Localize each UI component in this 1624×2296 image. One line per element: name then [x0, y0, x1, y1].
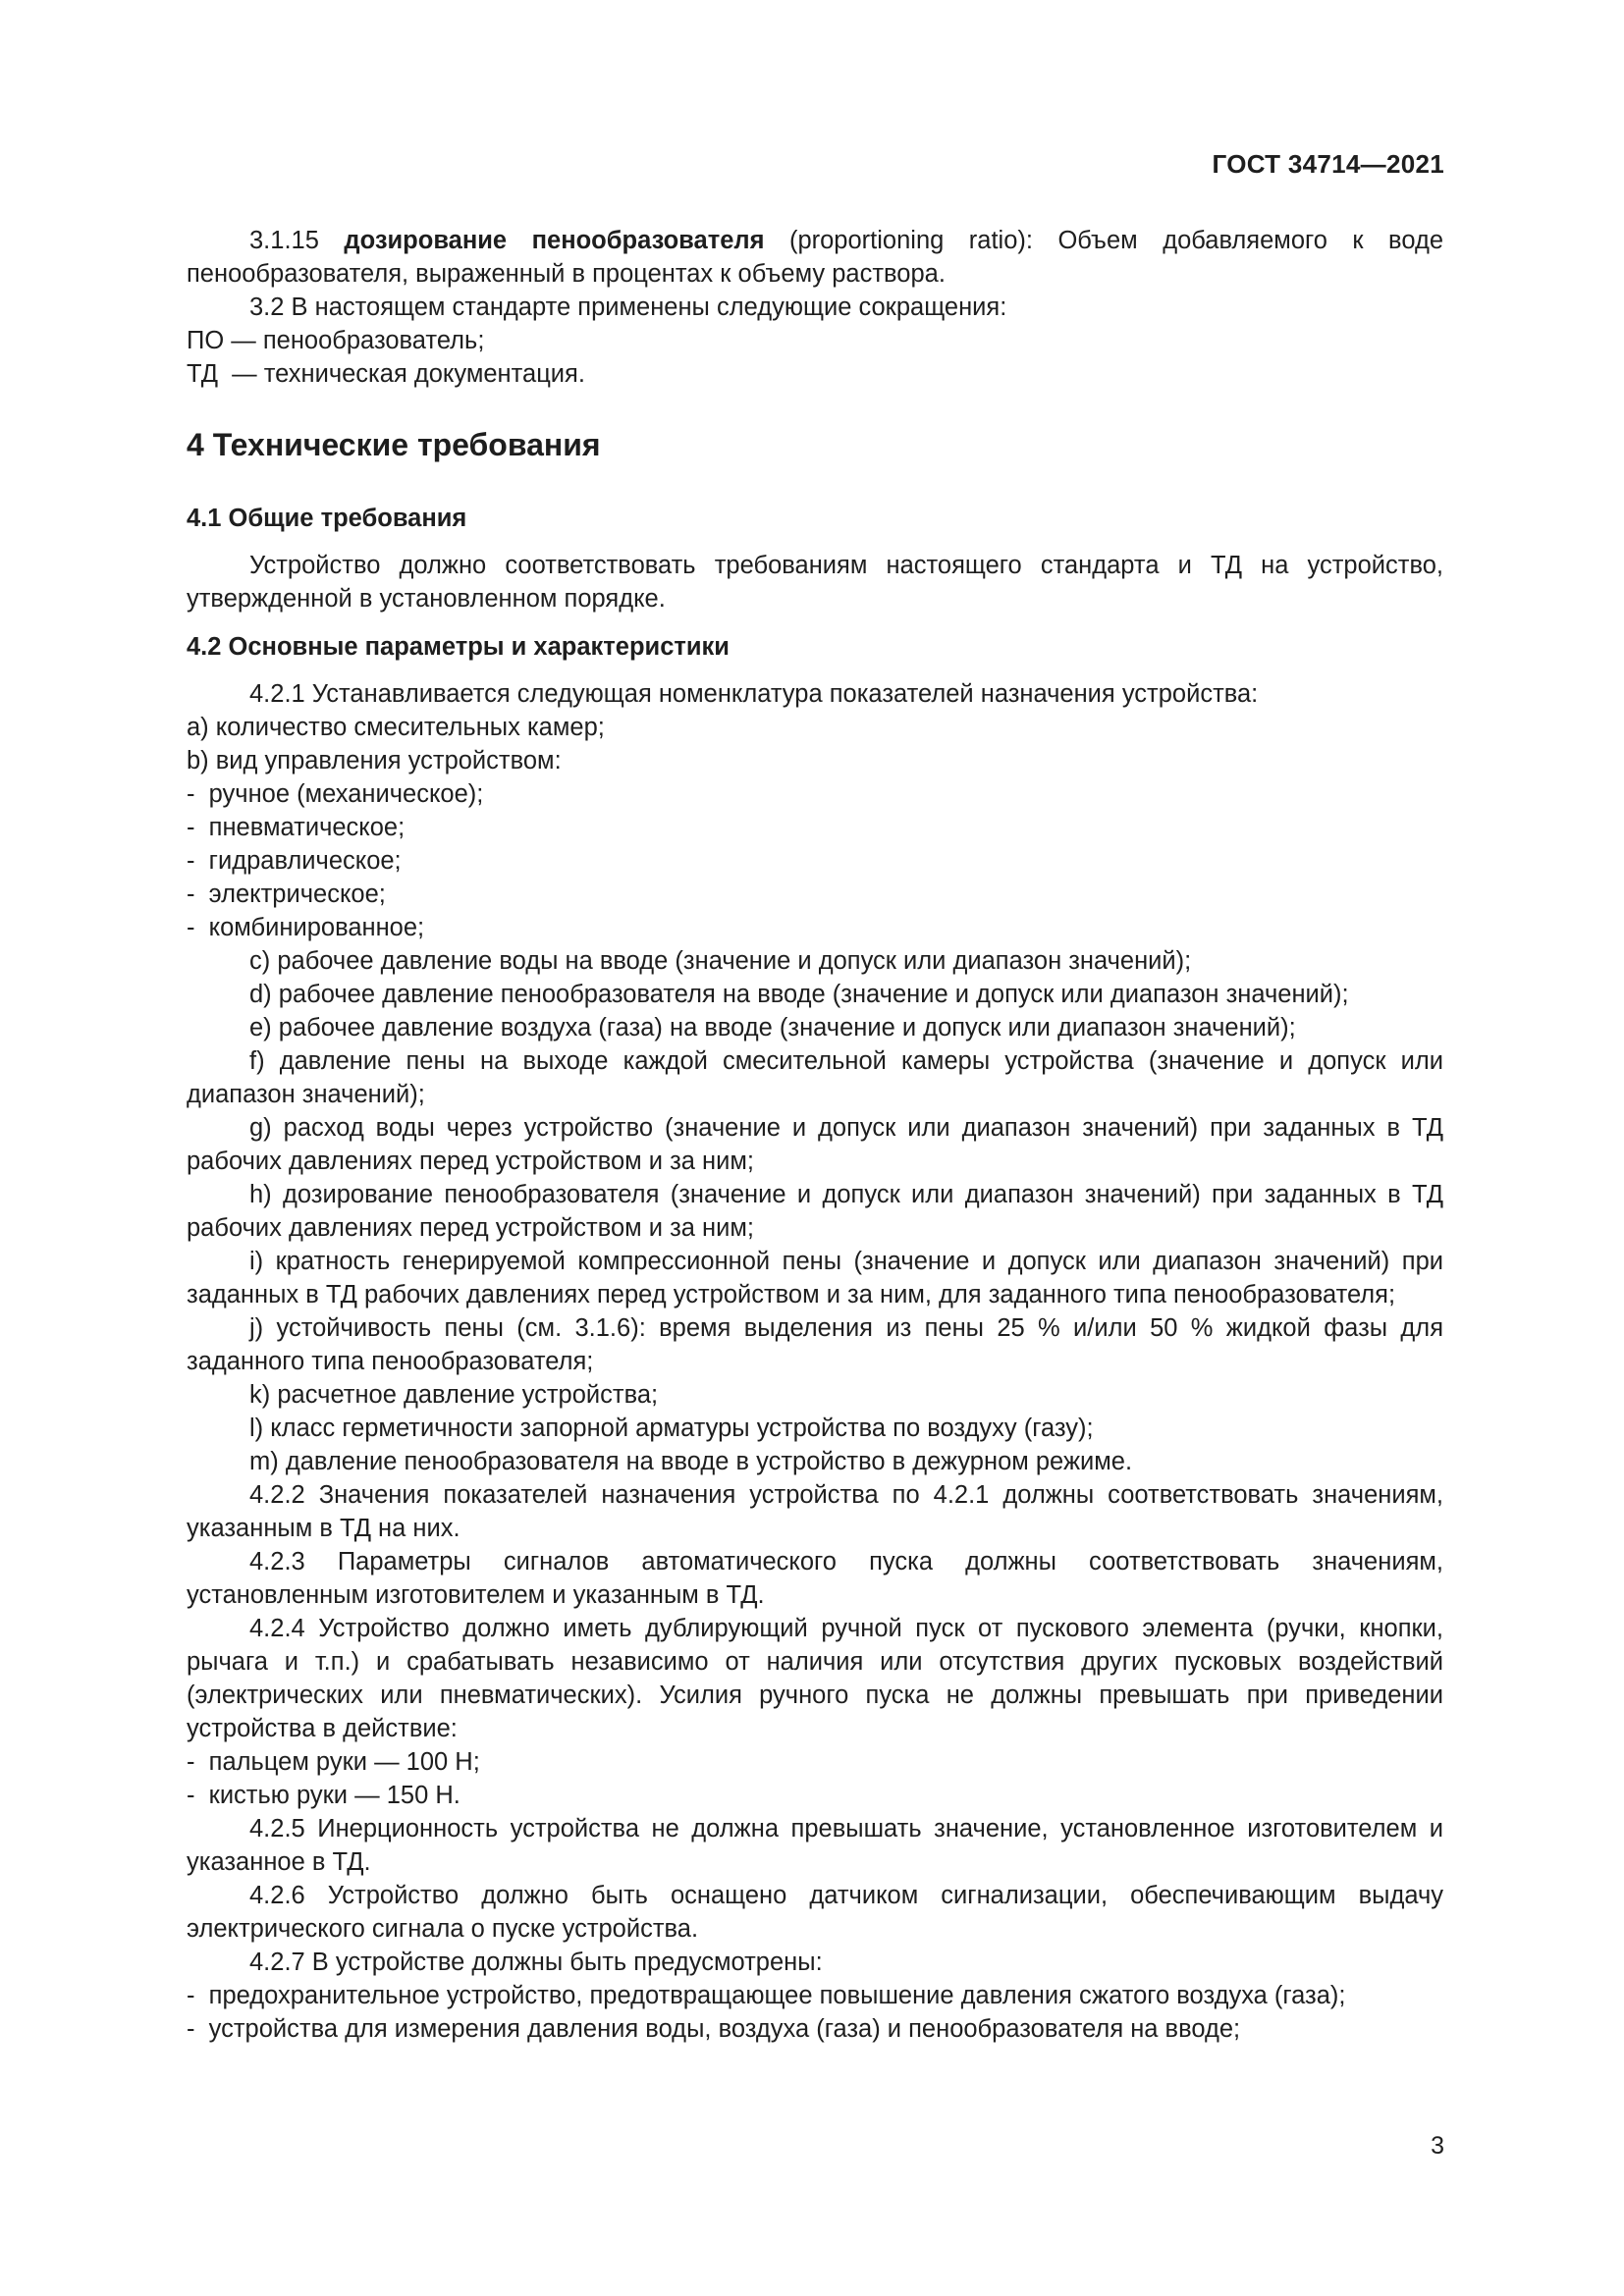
item-b-5: - комбинированное;	[187, 914, 425, 941]
clause-4-2-2: 4.2.2 Значения показателей назначения устройства по 4.2.1 должны соответствовать значениям, указанным в ТД на них.	[187, 1481, 1443, 1542]
definition-term: дозирование пенообразователя	[344, 227, 765, 254]
clause-4-2-3: 4.2.3 Параметры сигналов автоматического пуска должны соответствовать значениям, установленным изготовителем и указанным в ТД.	[187, 1548, 1443, 1609]
section-4-1-text: Устройство должно соответствовать требованиям настоящего стандарта и ТД на устройство, утвержденной в установленном порядке.	[187, 552, 1443, 613]
item-l: l) класс герметичности запорной арматуры устройства по воздуху (газу);	[249, 1415, 1094, 1442]
clause-4-2-6: 4.2.6 Устройство должно быть оснащено датчиком сигнализации, обеспечивающим выдачу электрического сигнала о пуске устройства.	[187, 1882, 1443, 1943]
section-4-1-heading: 4.1 Общие требования	[187, 505, 467, 532]
item-c: c) рабочее давление воды на вводе (значение и допуск или диапазон значений);	[249, 947, 1192, 975]
item-h: h) дозирование пенообразователя (значение и допуск или диапазон значений) при заданных в ТД рабочих давлениях перед устройством и за ним;	[187, 1181, 1443, 1242]
item-a: а) количество смесительных камер;	[187, 714, 605, 741]
item-m: m) давление пенообразователя на вводе в устройство в дежурном режиме.	[249, 1448, 1133, 1475]
item-b-3: - гидравлическое;	[187, 847, 402, 875]
clause-4-2-4-item-1: - пальцем руки — 100 Н;	[187, 1748, 480, 1776]
item-k: k) расчетное давление устройства;	[249, 1381, 659, 1409]
item-g: g) расход воды через устройство (значение и допуск или диапазон значений) при заданных в ТД рабочих давлениях перед устройством и за ним;	[187, 1114, 1443, 1175]
item-j: j) устойчивость пены (см. 3.1.6): время выделения из пены 25 % и/или 50 % жидкой фазы для заданного типа пенообразователя;	[187, 1314, 1443, 1375]
item-b: b) вид управления устройством:	[187, 747, 562, 774]
clause-4-2-5: 4.2.5 Инерционность устройства не должна превышать значение, установленное изготовителем и указанное в ТД.	[187, 1815, 1443, 1876]
section-4-heading: 4 Технические требования	[187, 427, 601, 462]
item-b-4: - электрическое;	[187, 881, 386, 908]
clause-4-2-4: 4.2.4 Устройство должно иметь дублирующий ручной пуск от пускового элемента (ручки, кнопки, рычага и т.п.) и срабатывать независимо от наличия или отсутствия других пусковых воздействий (электрических или пневматических). Усилия ручного пуска не должны превышать при приведении устройства в действие:	[187, 1615, 1443, 1742]
clause-4-2-7: 4.2.7 В устройстве должны быть предусмотрены:	[249, 1949, 823, 1976]
item-b-1: - ручное (механическое);	[187, 780, 484, 808]
page-number: 3	[1431, 2132, 1444, 2160]
abbreviation-po: ПО — пенообразователь;	[187, 327, 485, 354]
item-e: e) рабочее давление воздуха (газа) на вводе (значение и допуск или диапазон значений);	[249, 1014, 1296, 1041]
item-f: f) давление пены на выходе каждой смесительной камеры устройства (значение и допуск или диапазон значений);	[187, 1047, 1443, 1108]
document-code: ГОСТ 34714—2021	[1212, 149, 1444, 179]
section-4-2-heading: 4.2 Основные параметры и характеристики	[187, 633, 730, 661]
definition-3-1-15	[187, 224, 1443, 291]
clause-4-2-7-item-1: - предохранительное устройство, предотвращающее повышение давления сжатого воздуха (газа);	[187, 1982, 1346, 2009]
clause-4-2-4-item-2: - кистью руки — 150 Н.	[187, 1782, 460, 1809]
page-content	[187, 224, 1443, 2046]
clause-4-2-1: 4.2.1 Устанавливается следующая номенклатура показателей назначения устройства:	[249, 680, 1259, 708]
definition-number: 3.1.15	[249, 227, 319, 254]
item-d: d) рабочее давление пенообразователя на вводе (значение и допуск или диапазон значений);	[249, 981, 1349, 1008]
item-i: i) кратность генерируемой компрессионной пены (значение и допуск или диапазон значений) при заданных в ТД рабочих давлениях перед устройством и за ним, для заданного типа пенообразователя;	[187, 1248, 1443, 1308]
definition-text: (proportioning ratio): Объем добавляемого к воде пенообразователя, выраженный в процентах к объему раствора.	[187, 227, 1444, 288]
clause-4-2-7-item-2: - устройства для измерения давления воды, воздуха (газа) и пенообразователя на вводе;	[187, 2015, 1241, 2043]
item-b-2: - пневматическое;	[187, 814, 406, 841]
paragraph-3-2: 3.2 В настоящем стандарте применены следующие сокращения:	[249, 294, 1007, 321]
abbreviation-td: ТД — техническая документация.	[187, 360, 585, 388]
